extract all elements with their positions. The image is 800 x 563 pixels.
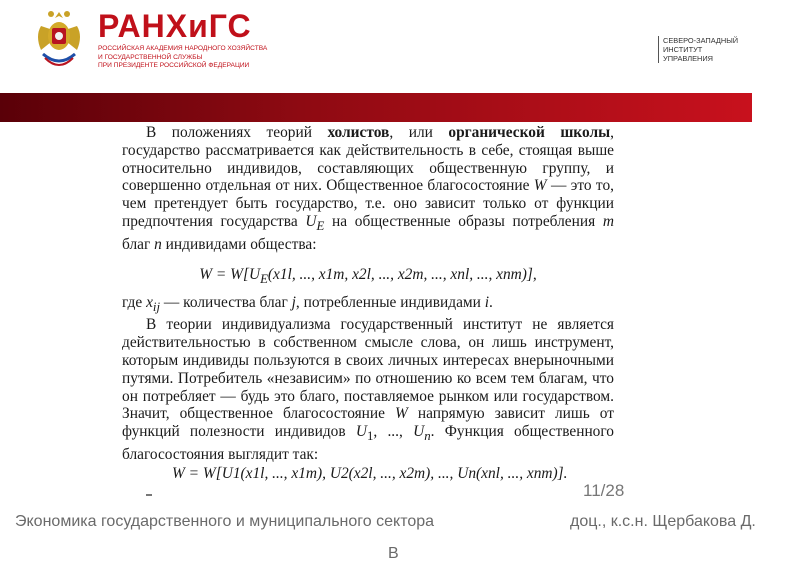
brand-title: РАНХиГС xyxy=(98,8,252,44)
brand-subtitle xyxy=(98,45,288,71)
footer-course-title: Экономика государственного и муниципального сектора xyxy=(15,513,435,530)
footer-cut-text: В xyxy=(388,545,399,562)
formula-holistic-welfare: $W = W[U_E(x1l$, ..., x1m, x2l, ..., x2m, ..., xnl, ..., xnm)], xyxy=(199,265,537,286)
brand-subtitle-line: РОССИЙСКАЯ АКАДЕМИЯ НАРОДНОГО ХОЗЯЙСТВА xyxy=(98,45,268,52)
formula-explanation: где $x_{ij}$ — количества благ j, потребленные индивидами i. xyxy=(122,293,493,314)
institute-line: СЕВЕРО-ЗАПАДНЫЙ xyxy=(663,36,739,45)
paragraph-holists: В положениях теорий холистов, или органической школы, государство рассматривается как действительность в себе, стоящая выше относительно индивидов, составляющих общественную группу, и совершенно отдельная от них. Общественное благосостояние W — это то, чем претендует быть государство, т.е. оно зависит только от функции предпочтения государства $U_E$ на общественные образы потребления m благ n индивидами общества: xyxy=(122,124,614,253)
formula-individual-welfare: W = W[U1(x1l, ..., x1m), U2(x2l, ..., x2m), ..., Un(xnl, ..., xnm)]. xyxy=(172,465,568,482)
scanned-page-text xyxy=(122,124,614,464)
footer-author: доц., к.с.н. Щербакова Д. xyxy=(570,513,756,530)
footnote-mark xyxy=(146,494,152,496)
brand-subtitle-line: ПРИ ПРЕЗИДЕНТЕ РОССИЙСКОЙ ФЕДЕРАЦИИ xyxy=(98,62,250,69)
page-number: 11/28 xyxy=(583,481,625,500)
brand-subtitle-line: И ГОСУДАРСТВЕННОЙ СЛУЖБЫ xyxy=(98,53,203,61)
institute-line: УПРАВЛЕНИЯ xyxy=(663,54,713,63)
institute-name xyxy=(658,36,738,63)
paragraph-individualism: В теории индивидуализма государственный институт не является действительностью в собственном смысле слова, он лишь инструмент, которым индивиды пользуются в своих личных интересах внерыночными путями. Потребитель «независим» по отношению ко всем тем благам, что он потребляет — будь это благо, поставляемое рынком или государством. Значит, общественное благосостояние W напрямую зависит лишь от функций полезности индивидов $U_1$, ..., $U_n$. Функция общественного благосостояния выглядит так: xyxy=(122,316,615,464)
double-headed-eagle-emblem-icon xyxy=(33,6,85,74)
institute-line: ИНСТИТУТ xyxy=(663,45,703,54)
header-band xyxy=(0,93,752,122)
